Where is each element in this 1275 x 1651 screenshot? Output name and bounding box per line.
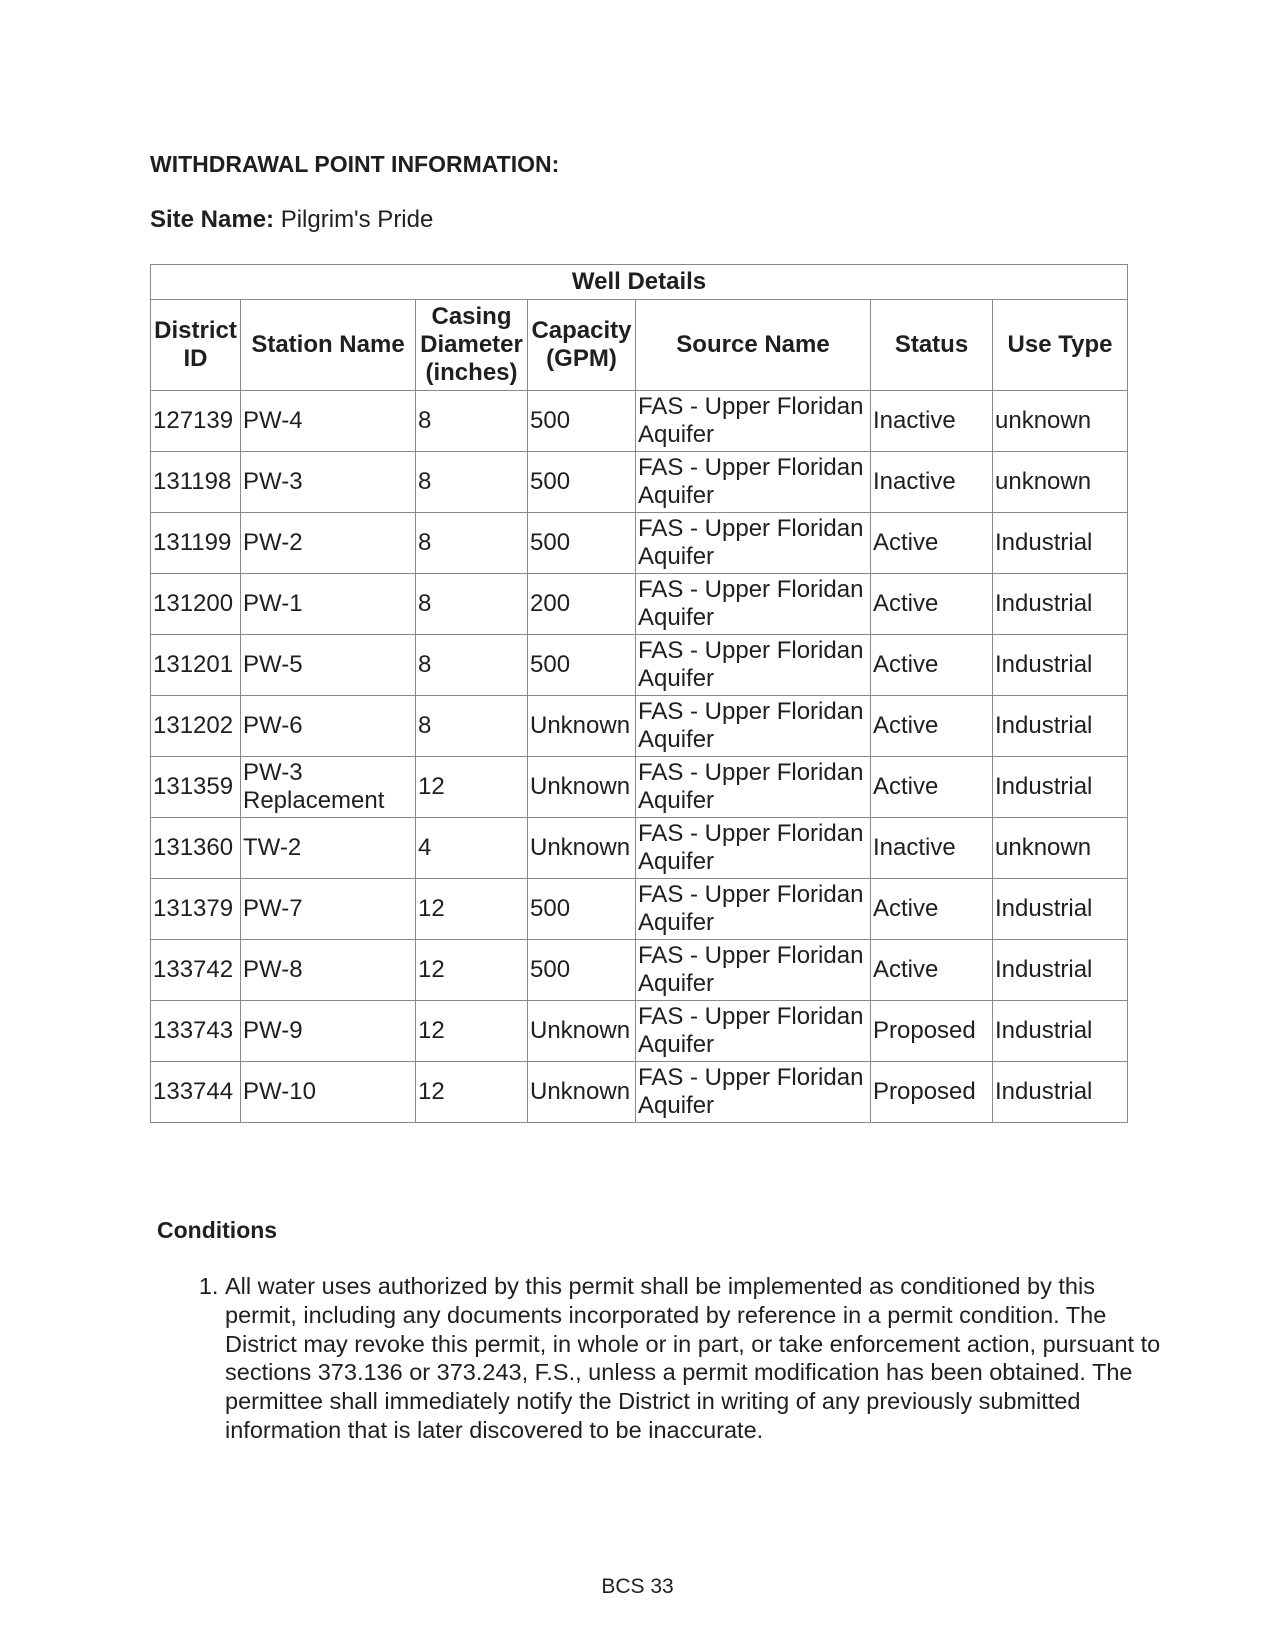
cell-capacity: 500 [528,513,636,574]
cell-use-type: Industrial [993,1062,1128,1123]
table-row [151,940,1128,1001]
cell-status: Active [871,513,993,574]
cell-source-name: FAS - Upper Floridan Aquifer [636,391,871,452]
cell-use-type: Industrial [993,940,1128,1001]
cell-casing-diameter: 8 [416,696,528,757]
table-caption: Well Details [151,265,1128,300]
conditions-title: Conditions [157,1217,278,1243]
cell-casing-diameter: 8 [416,391,528,452]
cell-casing-diameter: 8 [416,513,528,574]
cell-station-name: PW-9 [241,1001,416,1062]
cell-district-id: 131202 [151,696,241,757]
cell-district-id: 131201 [151,635,241,696]
cell-district-id: 131359 [151,757,241,818]
header-station-name: Station Name [241,300,416,391]
cell-station-name: PW-4 [241,391,416,452]
cell-use-type: Industrial [993,757,1128,818]
site-name-value: Pilgrim's Pride [280,206,434,233]
table-row [151,635,1128,696]
table-row [151,757,1128,818]
cell-source-name: FAS - Upper Floridan Aquifer [636,879,871,940]
cell-source-name: FAS - Upper Floridan Aquifer [636,452,871,513]
cell-capacity: 500 [528,391,636,452]
table-caption-row [151,265,1128,300]
cell-casing-diameter: 12 [416,1001,528,1062]
cell-status: Active [871,696,993,757]
cell-station-name: PW-5 [241,635,416,696]
cell-capacity: 500 [528,635,636,696]
cell-casing-diameter: 8 [416,635,528,696]
cell-casing-diameter: 12 [416,879,528,940]
cell-status: Proposed [871,1001,993,1062]
cell-capacity: 500 [528,879,636,940]
condition-item: 1. All water uses authorized by this permit shall be implemented as conditioned by this permit, including any documents incorporated by reference in a permit condition. The District may revoke this permit, in whole or in part, or take enforcement action, pursuant to sections 373.136 or 373.243, F.S., unless a permit modification has been obtained. The permittee shall immediately notify the District in writing of any previously submitted information that is later discovered to be inaccurate. [225,1272,1167,1445]
cell-source-name: FAS - Upper Floridan Aquifer [636,1001,871,1062]
cell-casing-diameter: 4 [416,818,528,879]
cell-capacity: Unknown [528,1001,636,1062]
cell-use-type: Industrial [993,1001,1128,1062]
cell-use-type: unknown [993,452,1128,513]
cell-use-type: Industrial [993,513,1128,574]
cell-station-name: PW-10 [241,1062,416,1123]
table-row [151,879,1128,940]
header-casing-diameter: Casing Diameter (inches) [416,300,528,391]
conditions-list [185,1272,1167,1445]
cell-capacity: Unknown [528,757,636,818]
cell-district-id: 131198 [151,452,241,513]
table-row [151,1001,1128,1062]
table-row [151,696,1128,757]
well-details-table [150,264,1128,1123]
cell-station-name: PW-1 [241,574,416,635]
cell-capacity: Unknown [528,818,636,879]
cell-use-type: Industrial [993,879,1128,940]
cell-source-name: FAS - Upper Floridan Aquifer [636,818,871,879]
cell-source-name: FAS - Upper Floridan Aquifer [636,757,871,818]
cell-district-id: 131379 [151,879,241,940]
cell-district-id: 133743 [151,1001,241,1062]
cell-status: Inactive [871,391,993,452]
cell-source-name: FAS - Upper Floridan Aquifer [636,574,871,635]
cell-district-id: 131200 [151,574,241,635]
cell-station-name: PW-2 [241,513,416,574]
header-district-id: District ID [151,300,241,391]
cell-use-type: Industrial [993,696,1128,757]
site-name-line [150,206,433,234]
cell-casing-diameter: 12 [416,757,528,818]
cell-source-name: FAS - Upper Floridan Aquifer [636,1062,871,1123]
cell-status: Active [871,574,993,635]
cell-status: Active [871,757,993,818]
cell-casing-diameter: 12 [416,940,528,1001]
cell-source-name: FAS - Upper Floridan Aquifer [636,635,871,696]
table-row [151,818,1128,879]
cell-use-type: unknown [993,818,1128,879]
cell-station-name: PW-3 [241,452,416,513]
cell-capacity: Unknown [528,1062,636,1123]
cell-capacity: 500 [528,452,636,513]
cell-capacity: Unknown [528,696,636,757]
cell-use-type: Industrial [993,635,1128,696]
cell-district-id: 133742 [151,940,241,1001]
table-row [151,391,1128,452]
cell-status: Active [871,940,993,1001]
cell-capacity: 500 [528,940,636,1001]
cell-casing-diameter: 8 [416,574,528,635]
cell-source-name: FAS - Upper Floridan Aquifer [636,696,871,757]
header-use-type: Use Type [993,300,1128,391]
header-source-name: Source Name [636,300,871,391]
cell-source-name: FAS - Upper Floridan Aquifer [636,940,871,1001]
cell-status: Active [871,635,993,696]
cell-use-type: unknown [993,391,1128,452]
cell-source-name: FAS - Upper Floridan Aquifer [636,513,871,574]
table-row [151,1062,1128,1123]
cell-casing-diameter: 12 [416,1062,528,1123]
site-name-label: Site Name: [150,206,275,233]
cell-status: Inactive [871,452,993,513]
cell-station-name: PW-7 [241,879,416,940]
cell-district-id: 131199 [151,513,241,574]
page-footer: BCS 33 [601,1575,674,1598]
cell-district-id: 133744 [151,1062,241,1123]
cell-capacity: 200 [528,574,636,635]
header-status: Status [871,300,993,391]
cell-station-name: PW-6 [241,696,416,757]
table-header-row [151,300,1128,391]
header-capacity: Capacity (GPM) [528,300,636,391]
section-heading: WITHDRAWAL POINT INFORMATION: [150,151,560,177]
cell-district-id: 127139 [151,391,241,452]
cell-casing-diameter: 8 [416,452,528,513]
cell-use-type: Industrial [993,574,1128,635]
cell-station-name: PW-8 [241,940,416,1001]
cell-station-name: TW-2 [241,818,416,879]
cell-status: Inactive [871,818,993,879]
table-row [151,513,1128,574]
table-row [151,574,1128,635]
cell-station-name: PW-3 Replacement [241,757,416,818]
cell-district-id: 131360 [151,818,241,879]
cell-status: Active [871,879,993,940]
table-row [151,452,1128,513]
cell-status: Proposed [871,1062,993,1123]
